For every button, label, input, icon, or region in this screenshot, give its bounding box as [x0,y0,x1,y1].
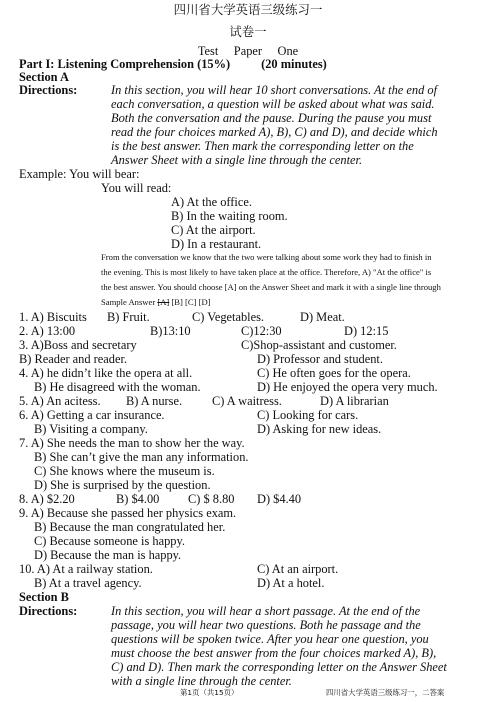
doc-subtitle-cn: 试卷一 [229,25,267,39]
sample-answer-label: Sample Answer [101,297,156,307]
q2-option-c: C)12:30 [241,324,282,338]
q10-option-c: C) At an airport. [257,562,339,576]
section-b-heading: Section B [19,590,69,604]
test-paper-label: Test Paper One [197,44,299,58]
explanation-line-2: the evening. This is most likely to have taken place at the office. Therefore, A) "At the office" is [101,267,432,277]
q2-option-d: D) 12:15 [344,324,389,338]
example-choice-b: B) In the waiting room. [171,209,288,223]
footer-page-number: 第1页（共15页） [180,688,239,697]
q4-option-c: C) He often goes for the opera. [257,366,411,380]
q6-option-c: C) Looking for cars. [257,408,359,422]
q10-option-a: 10. A) At a railway station. [19,562,153,576]
directions-label-b: Directions: [19,604,78,618]
q1-option-a: 1. A) Biscuits [19,310,87,324]
q6-option-a: 6. A) Getting a car insurance. [19,408,165,422]
directions-b-line-6: with a single line through the center. [111,674,292,688]
directions-a-line-4: read the four choices marked A), B), C) and D), and decide which [111,125,438,139]
example-choice-c: C) At the airport. [171,223,256,237]
directions-b-line-1: In this section, you will hear a short passage. At the end of the [111,604,421,618]
example-choice-a: A) At the office. [171,195,252,209]
directions-b-line-2: passage, you will hear two questions. Both he passage and the [111,618,421,632]
q3-option-c: C)Shop-assistant and customer. [241,338,397,352]
example-hear: Example: You will bear: [19,167,140,181]
footer-title: 四川省大学英语三级练习一，二答案 [326,688,445,697]
directions-a-line-2: each conversation, a question will be asked about what was said. [111,97,435,111]
q10-option-d: D) At a hotel. [257,576,325,590]
q4-option-a: 4. A) he didn’t like the opera at all. [19,366,193,380]
q4-option-b: B) He disagreed with the woman. [34,380,201,394]
q5-option-d: D) A librarian [320,394,389,408]
q2-option-a: 2. A) 13:00 [19,324,76,338]
directions-b-line-5: C) and D). Then mark the corresponding letter on the Answer Sheet [111,660,447,674]
q9-option-d: D) Because the man is happy. [34,548,182,562]
explanation-line-4 [101,297,211,308]
part1-heading: Part I: Listening Comprehension (15%) (20 minutes) [19,57,327,71]
q8-option-c: C) $ 8.80 [188,492,235,506]
q5-option-a: 5. A) An acitess. [19,394,101,408]
doc-title-cn: 四川省大学英语三级练习一 [173,3,323,17]
q6-option-b: B) Visiting a company. [34,422,148,436]
explanation-line-1: From the conversation we know that the two were talking about some work they had to finish in [101,252,432,262]
q10-option-b: B) At a travel agency. [34,576,142,590]
q7-option-d: D) She is surprised by the question. [34,478,211,492]
q9-option-a: 9. A) Because she passed her physics exam. [19,506,237,520]
q3-option-d: D) Professor and student. [257,352,383,366]
q7-option-c: C) She knows where the museum is. [34,464,215,478]
q9-option-c: C) Because someone is happy. [34,534,185,548]
explanation-line-3: the best answer. You should choose [A] on the Answer Sheet and mark it with a single line through [101,282,441,292]
q4-option-d: D) He enjoyed the opera very much. [257,380,438,394]
q8-option-d: D) $4.40 [257,492,302,506]
q3-option-a: 3. A)Boss and secretary [19,338,137,352]
q8-option-b: B) $4.00 [116,492,160,506]
q5-option-b: B) A nurse. [126,394,183,408]
directions-b-line-4: must choose the best answer from the four choices marked A), B), [111,646,437,660]
directions-a-line-6: Answer Sheet with a single line through the center. [111,153,363,167]
q5-option-c: C) A waitress. [212,394,282,408]
q9-option-b: B) Because the man congratulated her. [34,520,226,534]
q1-option-b: B) Fruit. [107,310,150,324]
directions-a-line-5: is the best answer. Then mark the corresponding letter on the [111,139,414,153]
example-read: You will read: [101,181,172,195]
sample-answer-rest: [B] [C] [D] [169,297,211,307]
q3-option-b: B) Reader and reader. [19,352,128,366]
example-choice-d: D) In a restaurant. [171,237,262,251]
q8-option-a: 8. A) $2.20 [19,492,75,506]
section-a-heading: Section A [19,70,69,84]
directions-b-line-3: questions will be spoken twice. After you hear one question, you [111,632,429,646]
q2-option-b: B)13:10 [150,324,191,338]
q7-option-b: B) She can’t give the man any information. [34,450,249,464]
sample-answer-marked: [A] [157,297,170,307]
q6-option-d: D) Asking for new ideas. [257,422,382,436]
q1-option-d: D) Meat. [300,310,345,324]
q7-option-a: 7. A) She needs the man to show her the way. [19,436,245,450]
directions-a-line-1: In this section, you will hear 10 short conversations. At the end of [111,83,438,97]
q1-option-c: C) Vegetables. [192,310,265,324]
directions-a-line-3: Both the conversation and the pause. During the pause you must [111,111,432,125]
directions-label-a: Directions: [19,83,78,97]
